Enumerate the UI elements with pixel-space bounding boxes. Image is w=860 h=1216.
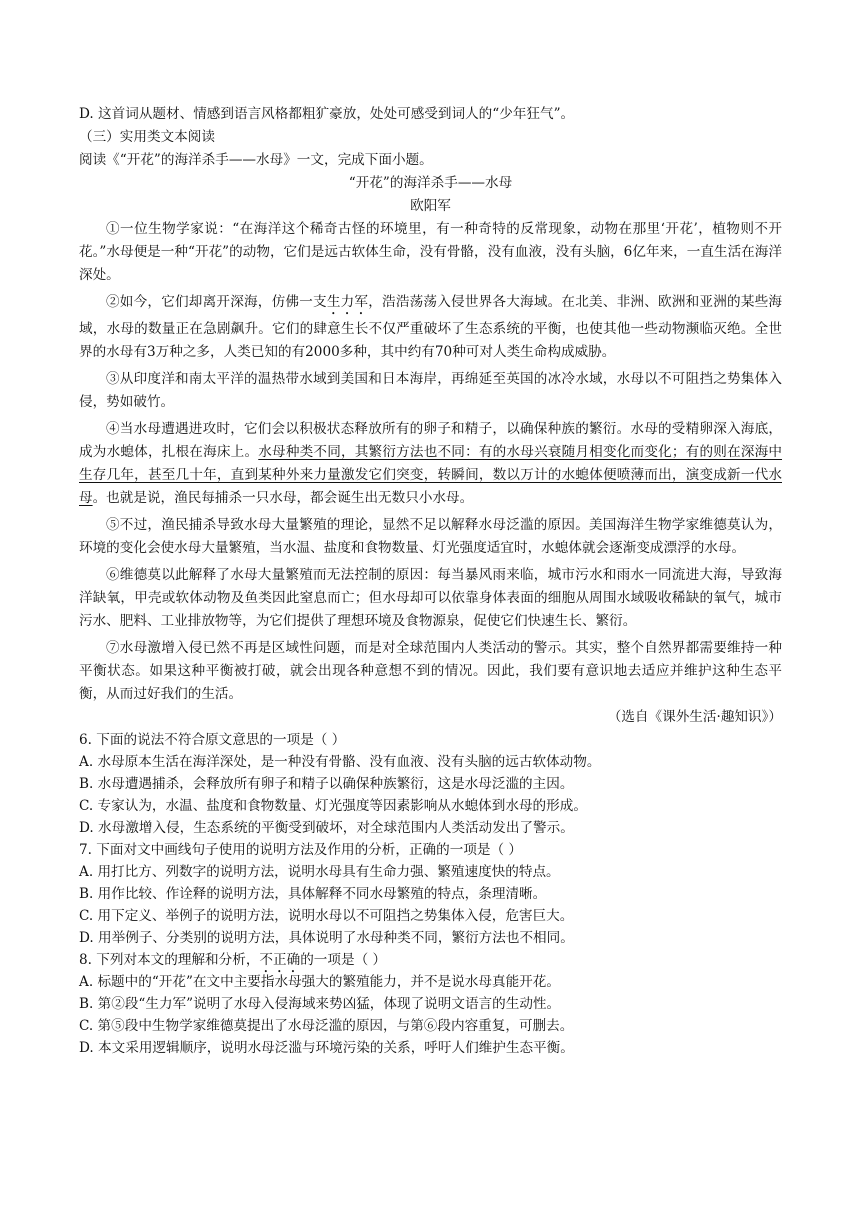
emphasized-negation: 不正确 <box>259 952 301 968</box>
article-paragraph-2: ②如今，它们却离开深海，仿佛一支生力军，浩浩荡荡入侵世界各大海域。在北美、非洲、欧洲和亚洲的某些海域，水母的数量正在急剧飙升。它们的肆意生长不仅严重破坏了生态系统的平衡，也使其他一些动物濒临灭绝。全世界的水母有3万种之多，人类已知的有2000多种，其中约有70种可对人类生命构成威胁。 <box>79 294 783 360</box>
question-8-option-b: B. 第②段“生力军”说明了水母入侵海域来势凶猛，体现了说明文语言的生动性。 <box>79 996 561 1012</box>
question-7-option-d: D. 用举例子、分类别的说明方法，具体说明了水母种类不同，繁衍方法也不相同。 <box>79 930 574 946</box>
article-source: （选自《课外生活·趣知识》） <box>607 709 782 725</box>
article-paragraph-4: ④当水母遭遇进攻时，它们会以积极状态释放所有的卵子和精子，以确保种族的繁衍。水母的受精卵深入海底，成为水螅体，扎根在海床上。水母种类不同，其繁衍方法也不同：有的水母兴衰随月相变化而变化；有的则在深海中生存几年，甚至几十年，直到某种外来力量激发它们突变，转瞬间，数以万计的水螅体便喷薄而出，演变成新一代水母。也就是说，渔民每捕杀一只水母，都会诞生出无数只小水母。 <box>79 421 783 506</box>
exam-page <box>79 103 782 1059</box>
article-author: 欧阳军 <box>410 198 451 214</box>
question-6-option-d: D. 水母激增入侵，生态系统的平衡受到破坏，对全球范围内人类活动发出了警示。 <box>79 820 574 836</box>
question-6-option-c: C. 专家认为，水温、盐度和食物数量、灯光强度等因素影响从水螅体到水母的形成。 <box>79 798 587 814</box>
underlined-sentence: 水母种类不同，其繁衍方法也不同：有的水母兴衰随月相变化而变化；有的则在深海中生存几年，甚至几十年，直到某种外来力量激发它们突变，转瞬间，数以万计的水螅体便喷薄而出，演变成新一代水母 <box>79 444 783 506</box>
article-paragraph-3: ③从印度洋和南太平洋的温热带水域到美国和日本海岸，再绵延至英国的冰冷水域，水母以不可阻挡之势集体入侵，势如破竹。 <box>79 371 782 410</box>
emphasized-word: 生力军 <box>326 294 369 310</box>
article-paragraph-1: ①一位生物学家说：“在海洋这个稀奇古怪的环境里，有一种奇特的反常现象，动物在那里‘开花’，植物则不开花。”水母便是一种“开花”的动物，它们是远古软体生命，没有骨骼，没有血液，没有头脑，6亿年来，一直生活在海洋深处。 <box>79 221 782 283</box>
question-8-option-c: C. 第⑤段中生物学家维德莫提出了水母泛滥的原因，与第⑥段内容重复，可删去。 <box>79 1018 574 1034</box>
question-7-option-c: C. 用下定义、举例子的说明方法，说明水母以不可阻挡之势集体入侵，危害巨大。 <box>79 908 574 924</box>
article-paragraph-5: ⑤不过，渔民捕杀导致水母大量繁殖的理论，显然不足以解释水母泛滥的原因。美国海洋生物学家维德莫认为，环境的变化会使水母大量繁殖，当水温、盐度和食物数量、灯光强度适宜时，水螅体就会逐渐变成漂浮的水母。 <box>79 517 782 556</box>
reading-instruction: 阅读《“开花”的海洋杀手——水母》一文，完成下面小题。 <box>79 152 433 168</box>
question-7-option-a: A. 用打比方、列数字的说明方法，说明水母具有生命力强、繁殖速度快的特点。 <box>79 864 560 880</box>
question-6-option-b: B. 水母遭遇捕杀，会释放所有卵子和精子以确保种族繁衍，这是水母泛滥的主因。 <box>79 776 574 792</box>
article-title: “开花”的海洋杀手——水母 <box>348 175 513 191</box>
question-6-option-a: A. 水母原本生活在海洋深处，是一种没有骨骼、没有血液、没有头脑的远古软体动物。 <box>79 754 601 770</box>
section-heading: （三）实用类文本阅读 <box>79 129 215 145</box>
question-8-stem: 8. 下列对本文的理解和分析，不正确的一项是（ ） <box>79 952 387 968</box>
question-8-option-d: D. 本文采用逻辑顺序，说明水母泛滥与环境污染的关系，呼吁人们维护生态平衡。 <box>79 1040 574 1056</box>
article-paragraph-7: ⑦水母激增入侵已然不再是区域性问题，而是对全球范围内人类活动的警示。其实，整个自然界都需要维持一种平衡状态。如果这种平衡被打破，就会出现各种意想不到的情况。因此，我们要有意识地去适应并维护这种生态平衡，从而过好我们的生活。 <box>79 640 782 702</box>
previous-question-option-d: D. 这首词从题材、情感到语言风格都粗犷豪放，处处可感受到词人的“少年狂气”。 <box>79 106 575 122</box>
question-7-option-b: B. 用作比较、作诠释的说明方法，具体解释不同水母繁殖的特点，条理清晰。 <box>79 886 547 902</box>
article-paragraph-6: ⑥维德莫以此解释了水母大量繁殖而无法控制的原因：每当暴风雨来临，城市污水和雨水一同流进大海，导致海洋缺氧，甲壳或软体动物及鱼类因此窒息而亡；但水母却可以依靠身体表面的细胞从周围水域吸收稀缺的氧气，城市污水、肥料、工业排放物等，为它们提供了理想环境及食物源泉，促使它们快速生长、繁衍。 <box>79 567 782 629</box>
question-6-stem: 6. 下面的说法不符合原文意思的一项是（ ） <box>79 732 346 748</box>
question-8-option-a: A. 标题中的“开花”在文中主要指水母强大的繁殖能力，并不是说水母真能开花。 <box>79 974 560 990</box>
question-7-stem: 7. 下面对文中画线句子使用的说明方法及作用的分析，正确的一项是（ ） <box>79 842 523 858</box>
